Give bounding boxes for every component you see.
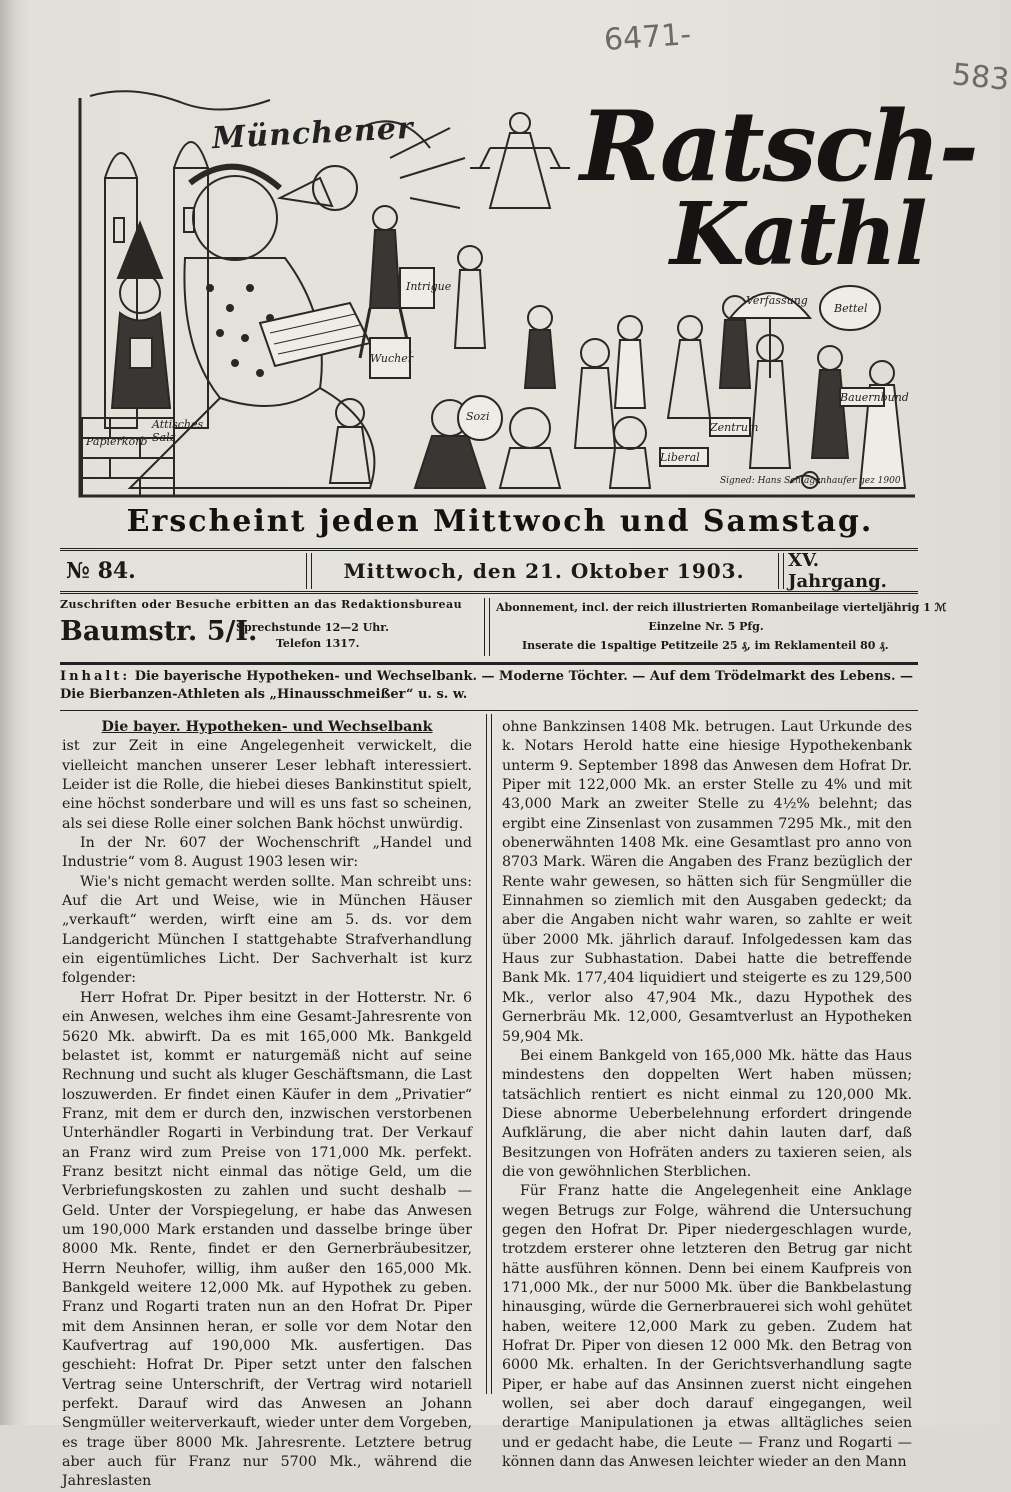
bar-divider (306, 553, 312, 589)
consulting-hours: Sprechstunde 12—2 Uhr. (236, 621, 389, 634)
art-label-sozi: Sozi (466, 410, 490, 423)
art-label-zentrum: Zentrum (710, 421, 759, 434)
article-paragraph: ist zur Zeit in eine Angelegenheit verwickelt, die vielleicht manchen unserer Leser lebhaft interessiert. Leider ist die Rolle, die hiebei dieses Bankinstitut spielt, eine höchst sonderbare und will es uns fast so scheinen, als sei diese Rolle einer solchen Bank höchst unwürdig. (62, 738, 472, 832)
article-paragraph: Bei einem Bankgeld von 165,000 Mk. hätte das Haus mindestens den doppelten Wert haben müssen; tatsächlich rentiert es nicht einmal zu 120,000 Mk. Diese abnorme Ueberbelehnung erfordert dringende Aufklärung, die aber nicht dahin lauten darf, daß Besitzungen von Hofräten anders zu taxieren seien, als die von gewöhnlichen Sterblichen. (502, 1047, 912, 1180)
article-column-right (502, 718, 912, 1472)
bleed-through-text (100, 0, 980, 70)
issue-date: Mittwoch, den 21. Oktober 1903. (343, 559, 745, 583)
artist-signature: Signed: Hans Schlagenhaufer gez 1900 (720, 476, 901, 486)
article-column-left (62, 718, 472, 1492)
column-rule (486, 714, 492, 1394)
subscription-prices (496, 598, 947, 655)
art-label-bauernbund: Bauernbund (840, 391, 909, 404)
subscription-divider (484, 598, 490, 656)
office-address: Baumstr. 5/I. (60, 616, 258, 647)
single-issue-price: Einzelne Nr. 5 Pfg. (648, 620, 764, 633)
article-paragraph: ohne Bankzinsen 1408 Mk. betrugen. Laut Urkunde des k. Notars Herold hatte eine hiesige Hypothekenbank unterm 9. September 1898 das Anwesen dem Hofrat Dr. Piper mit 122,000 Mk. an erster Stelle zu 4% und mit 43,000 Mark an zweiter Stelle zu 4½% belehnt; das ergibt eine Zinsenlast von zusammen 7295 Mk., mit den obenerwähnten 1408 Mk. eine Gesamtlast pro anno von 8703 Mark. Wären die Angaben des Franz bezüglich der Rente wahr gewesen, so hätten sich für Sengmüller die Einnahmen so ziemlich mit den Ausgaben gedeckt; da aber die Angaben nicht wahr waren, so zahlte er weit über 2000 Mk. jährlich darauf. Infolgedessen kam das Haus zur Subhastation. Dabei hatte die betreffende Bank Mk. 177,404 liquidiert und steigerte es zu 129,500 Mk., verlor also 47,904 Mk., dazu Hypothek des Gernerbräu Mk. 12,000, Gesamtverlust an Hypotheken 59,904 Mk. (502, 719, 912, 1045)
contents-label: Inhalt: (60, 669, 131, 684)
art-label-verfassung: Verfassung (746, 294, 808, 307)
issue-info-bar (60, 548, 918, 594)
art-label-wucher: Wucher (370, 352, 413, 365)
art-label-bettel: Bettel (834, 302, 868, 315)
telephone: Telefon 1317. (276, 637, 360, 650)
rule (60, 662, 918, 665)
contact-line: Zuschriften oder Besuche erbitten an das Redaktionsbureau (60, 598, 463, 611)
pencil-note-top: 6471- (602, 17, 693, 58)
article-paragraph: Wie's nicht gemacht werden sollte. Man schreibt uns: Auf die Art und Weise, wie in München Häuser „verkauft“ werden, wirft eine am 5. ds. vor dem Landgericht München I stattgehabte Strafverhandlung ein eigentümliches Licht. Der Sachverhalt ist kurz folgender: (62, 873, 472, 987)
masthead-title-line2: Kathl (670, 184, 926, 285)
art-label-salz: Attisches Salz (152, 418, 204, 444)
article-paragraph: Für Franz hatte die Angelegenheit eine Anklage wegen Betrugs zur Folge, während die Untersuchung gegen den Hofrat Dr. Piper niedergeschlagen wurde, trotzdem ersterer ohne letzteren den Betrug gar nicht hätte ausführen können. Denn bei einem Kaufpreis von 171,000 Mk., der nur 5000 Mk. über die Bankbelastung hinausging, würde die Gernerbrauerei sich wohl gehütet haben, weitere 12,000 Mark zu geben. Zudem hat Hofrat Dr. Piper von diesen 12 000 Mk. den Betrag von 6000 Mk. erhalten. In der Gerichtsverhandlung sagte Piper, er habe auf das Ansinnen zuerst nicht eingehen wollen, sei aber doch darauf eingegangen, weil derartige Manipulationen ja etwas alltägliches seien und er gedacht habe, die Leute — Franz und Rogarti — können dann das Anwesen leichter wieder an den Mann (502, 1183, 912, 1471)
rule (60, 710, 918, 711)
masthead-small-title: Münchener (211, 110, 415, 157)
table-of-contents (60, 668, 918, 704)
subscription-rate: Abonnement, incl. der reich illustrierten Romanbeilage vierteljährig 1 ℳ (496, 601, 947, 614)
article-paragraph: In der Nr. 607 der Wochenschrift „Handel und Industrie“ vom 8. August 1903 lesen wir: (62, 835, 472, 871)
advert-rates: Inserate die 1spaltige Petitzeile 25 ₰, im Reklamenteil 80 ₰. (522, 639, 889, 652)
contents-text: Die bayerische Hypotheken- und Wechselbank. — Moderne Töchter. — Auf dem Trödelmarkt des Lebens. — Die Bierbanzen-Athleten als „Hinausschmeißer“ u. s. w. (60, 669, 914, 702)
pencil-note-corner: 583 (950, 57, 1011, 98)
art-label-liberal: Liberal (660, 451, 700, 464)
editorial-contact (60, 598, 480, 658)
masthead (70, 88, 977, 506)
art-label-intrigue: Intrigue (406, 280, 452, 293)
article-paragraph: Herr Hofrat Dr. Piper besitzt in der Hotterstr. Nr. 6 ein Anwesen, welches ihm eine Gesamt-Jahresrente von 5620 Mk. abwirft. Da es mit 165,000 Mk. Bankgeld belastet ist, kommt er naturgemäß nicht auf seine Rechnung und sucht als kluger Geschäftsmann, die Last loszuwerden. Er findet einen Käufer in dem „Privatier“ Franz, mit dem er durch den, inzwischen verstorbenen Unterhändler Rogarti in Verbindung trat. Der Verkauf an Franz wird zum Preise von 171,000 Mk. perfekt. Franz besitzt nicht einmal das nötige Geld, um die Verbriefungskosten zu zahlen und sucht deshalb — Geld. Unter der Vorspiegelung, er habe das Anwesen um 190,000 Mark erstanden und dasselbe bringe über 8000 Mk. Rente, findet er den Gernerbräubesitzer, Herrn Neuhofer, willig, ihm außer den 165,000 Mk. Bankgeld weitere 12,000 Mk. auf Hypothek zu geben. Franz und Rogarti traten nun an den Hofrat Dr. Piper mit dem Ansinnen heran, er solle vor dem Notar den Kaufvertrag auf 190,000 Mk. ausfertigen. Das geschieht: Hofrat Dr. Piper setzt unter den falschen Vertrag seine Unterschrift, der Vertrag wird notariell perfekt. Darauf wird das Anwesen an Johann Sengmüller weiterverkauft, wieder unter dem Vorgeben, es trage über 8000 Mk. Jahresrente. Letztere betrug aber auch für Franz nur 5700 Mk., während die Jahreslasten (62, 989, 472, 1490)
art-label-papierkorb: Papierkorb (86, 435, 148, 448)
issue-number: № 84. (66, 558, 136, 584)
bar-divider (778, 553, 784, 589)
masthead-title-line1: Ratsch- (580, 90, 977, 203)
publication-tagline: Erscheint jeden Mittwoch und Samstag. (126, 504, 874, 539)
office-hours (236, 620, 389, 652)
article-heading: Die bayer. Hypotheken- und Wechselbank (101, 719, 433, 735)
issue-volume: XV. Jahrgang. (788, 550, 887, 592)
